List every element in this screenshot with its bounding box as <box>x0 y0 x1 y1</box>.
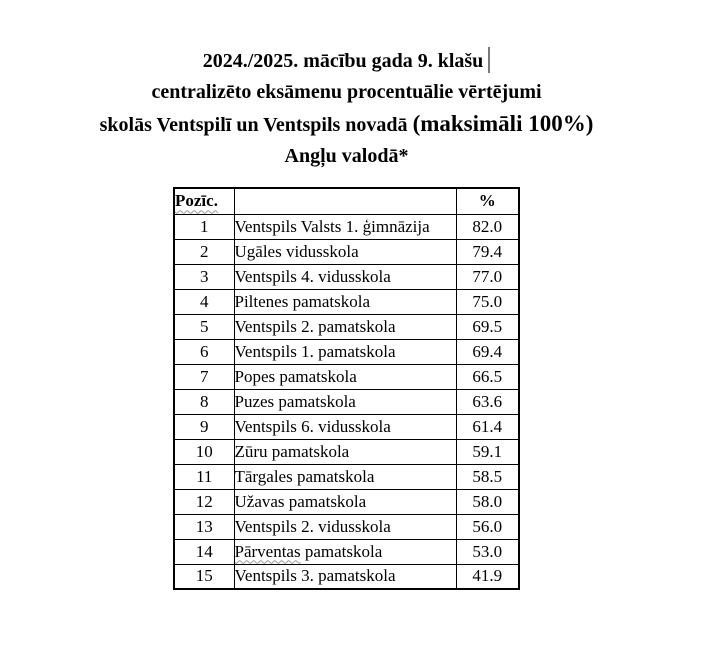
table-row <box>174 264 519 289</box>
position-cell: 10 <box>174 439 234 464</box>
table-row <box>174 414 519 439</box>
position-cell: 12 <box>174 489 234 514</box>
title-line-3-text: skolās Ventspilī un Ventspils novadā <box>99 114 413 136</box>
title-line-2: centralizēto eksāmenu procentuālie vērtējumi <box>151 81 542 103</box>
position-cell: 4 <box>174 289 234 314</box>
school-cell: Ventspils 1. pamatskola <box>234 339 456 364</box>
percent-cell: 53.0 <box>456 539 519 564</box>
position-cell: 6 <box>174 339 234 364</box>
position-cell: 9 <box>174 414 234 439</box>
percent-cell: 75.0 <box>456 289 519 314</box>
school-cell: Ventspils Valsts 1. ģimnāzija <box>234 214 456 239</box>
position-cell: 8 <box>174 389 234 414</box>
document-title-block <box>0 46 693 172</box>
school-cell: Piltenes pamatskola <box>234 289 456 314</box>
position-cell: 5 <box>174 314 234 339</box>
table-row <box>174 464 519 489</box>
school-header-cell <box>234 188 456 214</box>
position-cell: 15 <box>174 564 234 589</box>
table-row <box>174 239 519 264</box>
percent-cell: 63.6 <box>456 389 519 414</box>
percent-cell: 77.0 <box>456 264 519 289</box>
school-cell: Ugāles vidusskola <box>234 239 456 264</box>
title-line-1 <box>0 46 693 77</box>
school-cell: Pārventas pamatskola <box>234 539 456 564</box>
percent-cell: 41.9 <box>456 564 519 589</box>
position-cell: 11 <box>174 464 234 489</box>
school-cell: Ventspils 3. pamatskola <box>234 564 456 589</box>
position-cell: 13 <box>174 514 234 539</box>
school-cell: Zūru pamatskola <box>234 439 456 464</box>
position-header-label: Pozīc. <box>175 191 218 211</box>
percent-cell: 79.4 <box>456 239 519 264</box>
position-header-cell <box>174 188 234 214</box>
percent-cell: 59.1 <box>456 439 519 464</box>
school-cell: Tārgales pamatskola <box>234 464 456 489</box>
position-cell: 14 <box>174 539 234 564</box>
misspelled-word: Pārventas <box>234 541 301 561</box>
percent-cell: 56.0 <box>456 514 519 539</box>
percent-cell: 82.0 <box>456 214 519 239</box>
title-line-1-text: 2024./2025. mācību gada 9. klašu <box>202 50 484 72</box>
school-cell: Ventspils 4. vidusskola <box>234 264 456 289</box>
table-row <box>174 539 519 564</box>
table-row <box>174 214 519 239</box>
table-row <box>174 314 519 339</box>
school-cell: Užavas pamatskola <box>234 489 456 514</box>
school-cell: Ventspils 2. pamatskola <box>234 314 456 339</box>
position-cell: 3 <box>174 264 234 289</box>
table-row <box>174 289 519 314</box>
table-row <box>174 389 519 414</box>
table-row <box>174 514 519 539</box>
title-line-4: Angļu valodā* <box>284 145 409 167</box>
percent-cell: 66.5 <box>456 364 519 389</box>
table-row <box>174 564 519 589</box>
table-row <box>174 489 519 514</box>
percent-cell: 61.4 <box>456 414 519 439</box>
table-row <box>174 364 519 389</box>
table-row <box>174 439 519 464</box>
percent-cell: 69.4 <box>456 339 519 364</box>
table-row <box>174 339 519 364</box>
title-line-3 <box>0 108 693 141</box>
table-header-row <box>174 188 519 214</box>
title-line-3-parenthetical: (maksimāli 100%) <box>412 111 594 136</box>
school-cell: Ventspils 2. vidusskola <box>234 514 456 539</box>
percent-header-cell: % <box>456 188 519 214</box>
position-cell: 2 <box>174 239 234 264</box>
position-cell: 1 <box>174 214 234 239</box>
position-cell: 7 <box>174 364 234 389</box>
percent-cell: 69.5 <box>456 314 519 339</box>
percent-cell: 58.0 <box>456 489 519 514</box>
school-cell: Ventspils 6. vidusskola <box>234 414 456 439</box>
percent-cell: 58.5 <box>456 464 519 489</box>
results-table-body <box>174 214 519 589</box>
school-cell: Puzes pamatskola <box>234 389 456 414</box>
text-cursor <box>488 47 490 73</box>
results-table <box>173 187 520 590</box>
school-cell: Popes pamatskola <box>234 364 456 389</box>
